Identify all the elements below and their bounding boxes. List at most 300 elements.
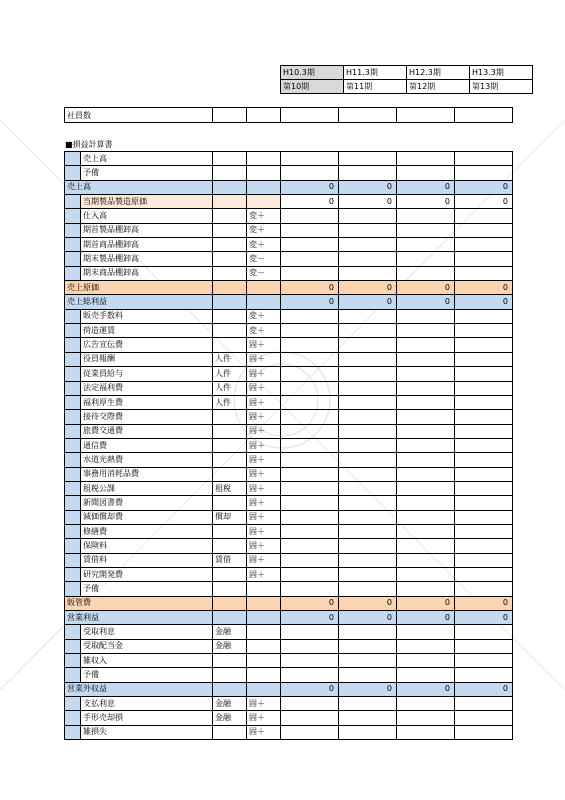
value-cell[interactable] xyxy=(455,381,513,395)
category-cell xyxy=(213,539,247,553)
table-row xyxy=(65,252,513,266)
category-cell xyxy=(213,238,247,252)
account-name: 支払利息 xyxy=(81,697,213,711)
account-name: 予備 xyxy=(81,668,213,682)
value-cell[interactable]: 0 xyxy=(455,281,513,295)
value-cell[interactable] xyxy=(397,238,455,252)
table-row xyxy=(65,611,513,625)
row-indent xyxy=(65,424,81,438)
value-cell[interactable] xyxy=(339,725,397,739)
row-indent xyxy=(65,209,81,223)
value-cell[interactable] xyxy=(397,266,455,280)
value-cell[interactable] xyxy=(455,252,513,266)
value-cell[interactable] xyxy=(281,324,339,338)
account-name: 雑損失 xyxy=(81,725,213,739)
value-cell[interactable] xyxy=(397,567,455,581)
table-row xyxy=(65,524,513,538)
row-indent xyxy=(65,195,81,209)
value-cell[interactable]: 0 xyxy=(281,195,339,209)
value-cell[interactable] xyxy=(339,553,397,567)
value-cell[interactable] xyxy=(281,639,339,653)
category-cell xyxy=(213,611,247,625)
cost-type-cell xyxy=(247,625,281,639)
value-cell[interactable] xyxy=(397,252,455,266)
value-cell[interactable] xyxy=(455,338,513,352)
cost-type-cell: 変＋ xyxy=(247,324,281,338)
table-row xyxy=(65,424,513,438)
table-row xyxy=(65,539,513,553)
value-cell[interactable]: 0 xyxy=(397,682,455,696)
table-row xyxy=(65,625,513,639)
cost-type-cell: 変－ xyxy=(247,252,281,266)
value-cell[interactable] xyxy=(339,209,397,223)
account-name: 受取利息 xyxy=(81,625,213,639)
value-cell[interactable] xyxy=(339,567,397,581)
cost-type-cell: 変＋ xyxy=(247,223,281,237)
value-cell[interactable] xyxy=(455,524,513,538)
value-cell[interactable] xyxy=(397,166,455,180)
account-name: 従業員給与 xyxy=(81,367,213,381)
value-cell[interactable] xyxy=(397,481,455,495)
value-cell[interactable] xyxy=(281,252,339,266)
value-cell[interactable] xyxy=(281,166,339,180)
row-indent xyxy=(65,223,81,237)
value-cell[interactable] xyxy=(397,152,455,166)
value-cell[interactable] xyxy=(339,582,397,596)
cost-type-cell: 変＋ xyxy=(247,209,281,223)
category-cell: 人件 xyxy=(213,381,247,395)
value-cell[interactable] xyxy=(339,152,397,166)
value-cell[interactable] xyxy=(455,223,513,237)
value-cell[interactable] xyxy=(397,582,455,596)
account-name: 役員報酬 xyxy=(81,352,213,366)
value-cell[interactable] xyxy=(281,352,339,366)
value-cell[interactable] xyxy=(455,654,513,668)
value-cell[interactable] xyxy=(455,481,513,495)
value-cell[interactable] xyxy=(339,639,397,653)
value-cell[interactable] xyxy=(397,697,455,711)
category-cell xyxy=(213,438,247,452)
value-cell[interactable] xyxy=(281,481,339,495)
value-cell[interactable] xyxy=(339,238,397,252)
value-cell[interactable] xyxy=(339,524,397,538)
row-indent xyxy=(65,567,81,581)
value-cell[interactable] xyxy=(455,553,513,567)
value-cell[interactable] xyxy=(455,668,513,682)
value-cell[interactable] xyxy=(339,395,397,409)
value-cell[interactable] xyxy=(455,438,513,452)
row-indent xyxy=(65,725,81,739)
value-cell[interactable] xyxy=(455,266,513,280)
value-cell[interactable] xyxy=(339,496,397,510)
row-indent xyxy=(65,711,81,725)
account-name: 予備 xyxy=(81,582,213,596)
value-cell[interactable] xyxy=(281,410,339,424)
value-cell[interactable] xyxy=(455,410,513,424)
category-cell xyxy=(213,152,247,166)
category-cell xyxy=(213,410,247,424)
value-cell[interactable] xyxy=(281,238,339,252)
value-cell[interactable] xyxy=(281,223,339,237)
value-cell[interactable] xyxy=(397,496,455,510)
row-indent xyxy=(65,453,81,467)
value-cell[interactable] xyxy=(281,496,339,510)
table-row xyxy=(65,166,513,180)
table-row xyxy=(65,295,513,309)
value-cell[interactable] xyxy=(281,711,339,725)
table-row xyxy=(65,453,513,467)
value-cell[interactable] xyxy=(455,697,513,711)
value-cell[interactable] xyxy=(397,324,455,338)
row-indent xyxy=(65,338,81,352)
row-indent xyxy=(65,352,81,366)
table-row xyxy=(65,338,513,352)
cost-type-cell: 固＋ xyxy=(247,381,281,395)
value-cell[interactable] xyxy=(397,453,455,467)
value-cell[interactable] xyxy=(339,711,397,725)
value-cell[interactable] xyxy=(397,381,455,395)
row-indent xyxy=(65,496,81,510)
value-cell[interactable] xyxy=(397,711,455,725)
account-name: 法定福利費 xyxy=(81,381,213,395)
value-cell[interactable] xyxy=(281,697,339,711)
account-name: 保険料 xyxy=(81,539,213,553)
cost-type-cell: 固＋ xyxy=(247,438,281,452)
category-cell xyxy=(213,453,247,467)
category-cell xyxy=(213,654,247,668)
category-cell: 金融 xyxy=(213,711,247,725)
row-indent xyxy=(65,510,81,524)
row-indent xyxy=(65,668,81,682)
value-cell[interactable] xyxy=(455,309,513,323)
table-row xyxy=(65,596,513,610)
value-cell[interactable]: 0 xyxy=(397,611,455,625)
value-cell[interactable] xyxy=(455,467,513,481)
value-cell[interactable] xyxy=(339,266,397,280)
table-row xyxy=(65,510,513,524)
value-cell[interactable] xyxy=(339,223,397,237)
value-cell[interactable]: 0 xyxy=(397,596,455,610)
value-cell[interactable] xyxy=(397,668,455,682)
value-cell[interactable]: 0 xyxy=(339,611,397,625)
value-cell[interactable]: 0 xyxy=(397,295,455,309)
value-cell[interactable] xyxy=(397,725,455,739)
value-cell[interactable] xyxy=(281,152,339,166)
value-cell[interactable] xyxy=(397,639,455,653)
account-name: 期首製品棚卸高 xyxy=(81,223,213,237)
account-name: 福利厚生費 xyxy=(81,395,213,409)
table-row xyxy=(65,152,513,166)
value-cell[interactable] xyxy=(339,467,397,481)
value-cell[interactable] xyxy=(455,453,513,467)
value-cell[interactable] xyxy=(397,352,455,366)
value-cell[interactable] xyxy=(455,711,513,725)
value-cell[interactable] xyxy=(339,166,397,180)
category-cell xyxy=(213,424,247,438)
value-cell[interactable]: 0 xyxy=(281,611,339,625)
value-cell[interactable]: 0 xyxy=(397,180,455,194)
value-cell[interactable]: 0 xyxy=(339,295,397,309)
category-cell: 人件 xyxy=(213,367,247,381)
value-cell[interactable]: 0 xyxy=(339,682,397,696)
cost-type-cell: 固＋ xyxy=(247,539,281,553)
value-cell[interactable] xyxy=(281,266,339,280)
value-cell[interactable] xyxy=(455,209,513,223)
value-cell[interactable] xyxy=(339,453,397,467)
value-cell[interactable] xyxy=(339,309,397,323)
subtotal-name: 売上高 xyxy=(65,180,213,194)
value-cell[interactable] xyxy=(397,467,455,481)
account-name: 租税公課 xyxy=(81,481,213,495)
value-cell[interactable] xyxy=(455,582,513,596)
value-cell[interactable] xyxy=(339,625,397,639)
value-cell[interactable] xyxy=(455,539,513,553)
row-indent xyxy=(65,395,81,409)
employee-count-label: 社員数 xyxy=(65,108,213,123)
account-name: 仕入高 xyxy=(81,209,213,223)
row-indent xyxy=(65,381,81,395)
cost-type-cell xyxy=(247,295,281,309)
value-cell[interactable] xyxy=(455,166,513,180)
row-indent xyxy=(65,367,81,381)
value-cell[interactable] xyxy=(397,338,455,352)
value-cell[interactable]: 0 xyxy=(455,682,513,696)
cost-type-cell xyxy=(247,682,281,696)
category-cell xyxy=(213,567,247,581)
value-cell[interactable] xyxy=(339,438,397,452)
value-cell[interactable]: 0 xyxy=(339,195,397,209)
table-row xyxy=(65,352,513,366)
value-cell[interactable] xyxy=(339,367,397,381)
table-row xyxy=(65,438,513,452)
row-indent xyxy=(65,438,81,452)
category-cell xyxy=(213,496,247,510)
category-cell xyxy=(213,209,247,223)
value-cell[interactable] xyxy=(339,654,397,668)
value-cell[interactable] xyxy=(339,381,397,395)
value-cell[interactable] xyxy=(455,395,513,409)
value-cell[interactable] xyxy=(339,338,397,352)
value-cell[interactable] xyxy=(455,725,513,739)
account-name: 新聞図書費 xyxy=(81,496,213,510)
category-cell: 租税 xyxy=(213,481,247,495)
value-cell[interactable]: 0 xyxy=(281,281,339,295)
value-cell[interactable] xyxy=(455,367,513,381)
value-cell[interactable] xyxy=(281,367,339,381)
value-cell[interactable] xyxy=(397,524,455,538)
value-cell[interactable]: 0 xyxy=(455,195,513,209)
value-cell[interactable] xyxy=(281,209,339,223)
value-cell[interactable]: 0 xyxy=(455,596,513,610)
value-cell[interactable] xyxy=(455,510,513,524)
category-cell xyxy=(213,596,247,610)
category-cell xyxy=(213,281,247,295)
table-row xyxy=(65,195,513,209)
value-cell[interactable] xyxy=(281,467,339,481)
value-cell[interactable] xyxy=(281,654,339,668)
employee-count-cell[interactable] xyxy=(339,108,397,123)
value-cell[interactable] xyxy=(281,309,339,323)
subtotal-name: 売上原価 xyxy=(65,281,213,295)
account-name: 通信費 xyxy=(81,438,213,452)
value-cell[interactable] xyxy=(339,697,397,711)
row-indent xyxy=(65,524,81,538)
value-cell[interactable] xyxy=(339,424,397,438)
value-cell[interactable] xyxy=(397,438,455,452)
value-cell[interactable] xyxy=(281,438,339,452)
value-cell[interactable] xyxy=(455,324,513,338)
employee-count-cell[interactable] xyxy=(455,108,513,123)
value-cell[interactable] xyxy=(339,410,397,424)
employee-count-table xyxy=(64,107,513,123)
cost-type-cell xyxy=(247,639,281,653)
row-indent xyxy=(65,481,81,495)
period-header-row xyxy=(281,66,533,80)
cost-type-cell: 固＋ xyxy=(247,395,281,409)
row-indent xyxy=(65,238,81,252)
value-cell[interactable] xyxy=(281,582,339,596)
value-cell[interactable] xyxy=(455,424,513,438)
value-cell[interactable] xyxy=(281,625,339,639)
row-indent xyxy=(65,324,81,338)
cost-type-cell: 固＋ xyxy=(247,424,281,438)
cost-type-cell xyxy=(247,596,281,610)
category-cell xyxy=(213,338,247,352)
account-name: 広告宣伝費 xyxy=(81,338,213,352)
value-cell[interactable]: 0 xyxy=(455,295,513,309)
category-cell xyxy=(213,309,247,323)
cost-type-cell: 固＋ xyxy=(247,467,281,481)
value-cell[interactable] xyxy=(455,352,513,366)
value-cell[interactable]: 0 xyxy=(397,195,455,209)
value-cell[interactable] xyxy=(455,238,513,252)
value-cell[interactable] xyxy=(281,424,339,438)
value-cell[interactable] xyxy=(339,324,397,338)
row-indent xyxy=(65,639,81,653)
cost-type-cell: 固＋ xyxy=(247,410,281,424)
value-cell[interactable]: 0 xyxy=(455,180,513,194)
table-row xyxy=(65,553,513,567)
value-cell[interactable] xyxy=(339,510,397,524)
category-cell xyxy=(213,582,247,596)
account-name: 修繕費 xyxy=(81,524,213,538)
category-cell xyxy=(213,166,247,180)
row-indent xyxy=(65,309,81,323)
table-row xyxy=(65,639,513,653)
value-cell[interactable] xyxy=(397,309,455,323)
cost-type-cell: 変－ xyxy=(247,266,281,280)
value-cell[interactable] xyxy=(281,668,339,682)
value-cell[interactable] xyxy=(281,453,339,467)
value-cell[interactable] xyxy=(455,639,513,653)
value-cell[interactable] xyxy=(339,352,397,366)
account-name: 当期製品製造原価 xyxy=(81,195,213,209)
cost-type-cell xyxy=(247,180,281,194)
table-row xyxy=(65,238,513,252)
category-cell: 賃借 xyxy=(213,553,247,567)
value-cell[interactable] xyxy=(281,539,339,553)
account-name: 期首商品棚卸高 xyxy=(81,238,213,252)
value-cell[interactable] xyxy=(281,553,339,567)
value-cell[interactable] xyxy=(281,524,339,538)
subtotal-name: 販管費 xyxy=(65,596,213,610)
value-cell[interactable] xyxy=(281,725,339,739)
value-cell[interactable] xyxy=(397,209,455,223)
employee-count-cell[interactable] xyxy=(397,108,455,123)
value-cell[interactable]: 0 xyxy=(339,281,397,295)
value-cell[interactable] xyxy=(397,424,455,438)
value-cell[interactable] xyxy=(339,252,397,266)
cost-type-cell: 固＋ xyxy=(247,338,281,352)
period-number: 第10期 xyxy=(281,80,344,94)
value-cell[interactable] xyxy=(397,625,455,639)
value-cell[interactable] xyxy=(455,567,513,581)
period-header-table xyxy=(280,65,533,94)
value-cell[interactable] xyxy=(281,510,339,524)
value-cell[interactable] xyxy=(397,410,455,424)
row-indent xyxy=(65,467,81,481)
value-cell[interactable] xyxy=(455,496,513,510)
employee-count-cell[interactable] xyxy=(281,108,339,123)
value-cell[interactable]: 0 xyxy=(397,281,455,295)
value-cell[interactable] xyxy=(281,381,339,395)
value-cell[interactable] xyxy=(339,481,397,495)
table-row xyxy=(65,682,513,696)
value-cell[interactable]: 0 xyxy=(281,180,339,194)
cost-type-cell: 固＋ xyxy=(247,725,281,739)
value-cell[interactable] xyxy=(397,510,455,524)
table-row xyxy=(65,697,513,711)
income-statement-table xyxy=(64,151,513,740)
value-cell[interactable]: 0 xyxy=(281,682,339,696)
table-row xyxy=(65,381,513,395)
value-cell[interactable] xyxy=(455,152,513,166)
cost-type-cell: 固＋ xyxy=(247,553,281,567)
account-name: 手形売却損 xyxy=(81,711,213,725)
account-name: 期末商品棚卸高 xyxy=(81,266,213,280)
value-cell[interactable] xyxy=(281,338,339,352)
value-cell[interactable] xyxy=(281,395,339,409)
row-indent xyxy=(65,539,81,553)
value-cell[interactable] xyxy=(397,395,455,409)
table-row xyxy=(65,654,513,668)
value-cell[interactable] xyxy=(281,567,339,581)
value-cell[interactable]: 0 xyxy=(281,596,339,610)
value-cell[interactable] xyxy=(397,654,455,668)
account-name: 水道光熱費 xyxy=(81,453,213,467)
cost-type-cell xyxy=(247,582,281,596)
value-cell[interactable]: 0 xyxy=(281,295,339,309)
subtotal-name: 売上総利益 xyxy=(65,295,213,309)
row-indent xyxy=(65,654,81,668)
value-cell[interactable] xyxy=(397,367,455,381)
value-cell[interactable] xyxy=(397,223,455,237)
row-indent xyxy=(65,697,81,711)
value-cell[interactable]: 0 xyxy=(455,611,513,625)
value-cell[interactable] xyxy=(397,539,455,553)
category-cell xyxy=(213,195,247,209)
value-cell[interactable] xyxy=(397,553,455,567)
category-cell xyxy=(213,223,247,237)
account-name: 販売手数料 xyxy=(81,309,213,323)
value-cell[interactable] xyxy=(455,625,513,639)
table-row xyxy=(65,410,513,424)
value-cell[interactable]: 0 xyxy=(339,180,397,194)
value-cell[interactable] xyxy=(339,539,397,553)
value-cell[interactable]: 0 xyxy=(339,596,397,610)
cost-type-cell: 固＋ xyxy=(247,453,281,467)
value-cell[interactable] xyxy=(339,668,397,682)
